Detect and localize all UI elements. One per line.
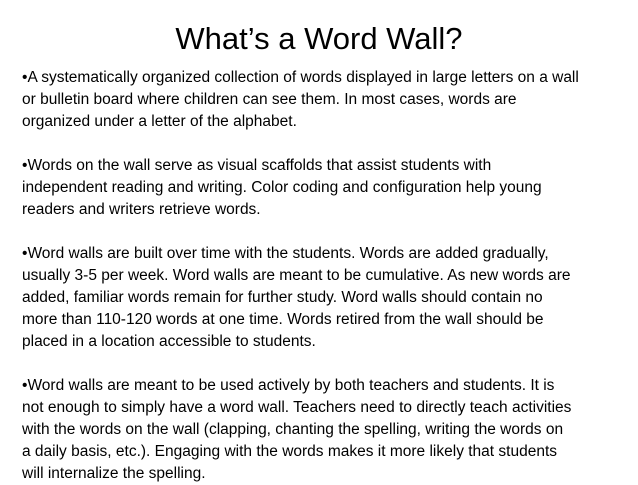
line-text: Words on the wall serve as visual scaffolds that assist students with [27,157,492,174]
paragraph-line: placed in a location accessible to students. [22,333,316,350]
paragraph-line: or bulletin board where children can see them. In most cases, words are [22,91,517,108]
bullet-paragraph-2 [22,155,630,221]
paragraph-line: organized under a letter of the alphabet. [22,113,297,130]
paragraph-line: usually 3-5 per week. Word walls are meant to be cumulative. As new words are [22,267,571,284]
paragraph-line [22,155,630,177]
bullet-icon: • [22,157,28,174]
paragraph-line: added, familiar words remain for further study. Word walls should contain no [22,289,543,306]
paragraph-line [22,67,630,89]
paragraph-line: with the words on the wall (clapping, chanting the spelling, writing the words on [22,421,564,438]
slide-title: What’s a Word Wall? [175,21,463,56]
paragraph-line [22,243,630,265]
bullet-icon: • [22,377,28,394]
paragraph-line: not enough to simply have a word wall. Teachers need to directly teach activities [22,399,572,416]
line-text: Word walls are meant to be used actively by both teachers and students. It is [27,377,555,394]
line-text: A systematically organized collection of words displayed in large letters on a wall [27,69,579,86]
paragraph-line: more than 110-120 words at one time. Words retired from the wall should be [22,311,544,328]
slide-body [22,67,630,485]
bullet-paragraph-4 [22,375,630,485]
paragraph-line: readers and writers retrieve words. [22,201,261,218]
paragraph-line [22,375,630,397]
line-text: Word walls are built over time with the students. Words are added gradually, [27,245,549,262]
paragraph-line: will internalize the spelling. [22,465,206,482]
paragraph-line: a daily basis, etc.). Engaging with the words makes it more likely that students [22,443,557,460]
paragraph-line: independent reading and writing. Color coding and configuration help young [22,179,542,196]
bullet-icon: • [22,69,28,86]
bullet-paragraph-1 [22,67,630,133]
bullet-paragraph-3 [22,243,630,353]
bullet-icon: • [22,245,28,262]
